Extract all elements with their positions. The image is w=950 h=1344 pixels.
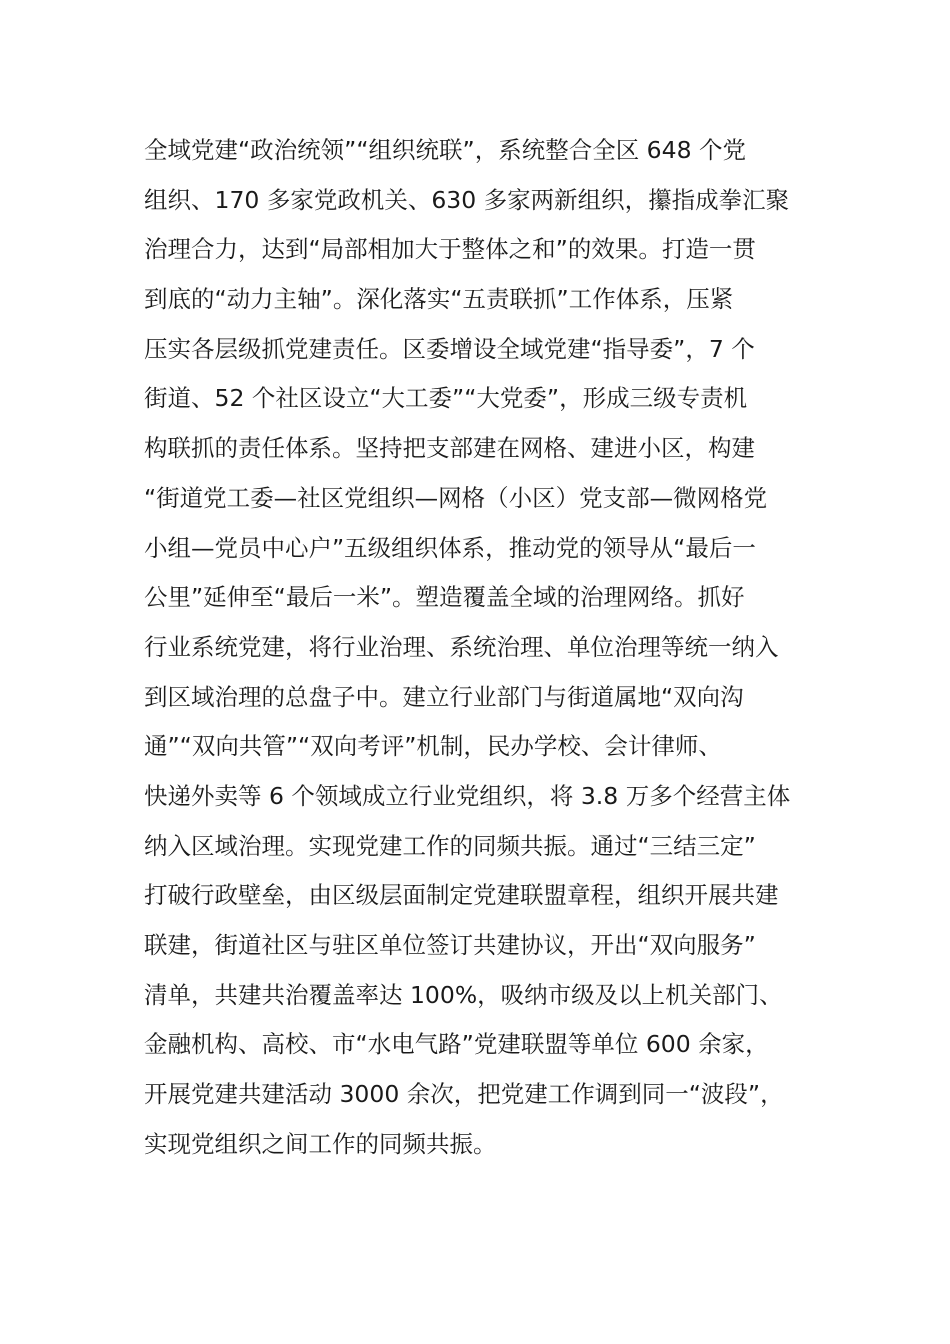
text-line: “街道党工委—社区党组织—网格（小区）党支部—微网格党: [144, 483, 768, 512]
text-line: 联建，街道社区与驻区单位签订共建协议，开出“双向服务”: [144, 931, 756, 959]
text-line: 公里”延伸至“最后一米”。塑造覆盖全域的治理网络。抓好: [144, 583, 745, 612]
text-line: 纳入区域治理。实现党建工作的同频共振。通过“三结三定”: [144, 831, 756, 860]
text-line: 清单，共建共治覆盖率达 100%，吸纳市级及以上机关部门、: [144, 980, 783, 1009]
paragraph: [144, 126, 824, 1169]
text-line: 开展党建共建活动 3000 余次，把党建工作调到同一“波段”，: [144, 1080, 784, 1109]
text-line: 通”“双向共管”“双向考评”机制，民办学校、会计律师、: [144, 732, 722, 761]
text-line: 街道、52 个社区设立“大工委”“大党委”，形成三级专责机: [144, 384, 748, 413]
text-line: 到区域治理的总盘子中。建立行业部门与街道属地“双向沟: [144, 682, 744, 711]
text-line: 到底的“动力主轴”。深化落实“五责联抓”工作体系，压紧: [144, 285, 734, 314]
text-line: 全域党建“政治统领”“组织统联”，系统整合全区 648 个党: [144, 136, 746, 164]
text-line: 压实各层级抓党建责任。区委增设全域党建“指导委”，7 个: [144, 334, 755, 363]
text-line: 小组—党员中心户”五级组织体系，推动党的领导从“最后一: [144, 533, 756, 562]
text-line: 打破行政壁垒，由区级层面制定党建联盟章程，组织开展共建: [144, 881, 779, 910]
text-line: 构联抓的责任体系。坚持把支部建在网格、建进小区，构建: [144, 434, 755, 463]
text-line: 组织、170 多家党政机关、630 多家两新组织，攥指成拳汇聚: [144, 185, 790, 214]
text-line: 行业系统党建，将行业治理、系统治理、单位治理等统一纳入: [144, 632, 779, 661]
text-line: 治理合力，达到“局部相加大于整体之和”的效果。打造一贯: [144, 235, 756, 264]
text-line: 金融机构、高校、市“水电气路”党建联盟等单位 600 余家，: [144, 1030, 769, 1059]
text-line: 快递外卖等 6 个领域成立行业党组织，将 3.8 万多个经营主体: [144, 781, 791, 810]
text-line: 实现党组织之间工作的同频共振。: [144, 1129, 497, 1158]
